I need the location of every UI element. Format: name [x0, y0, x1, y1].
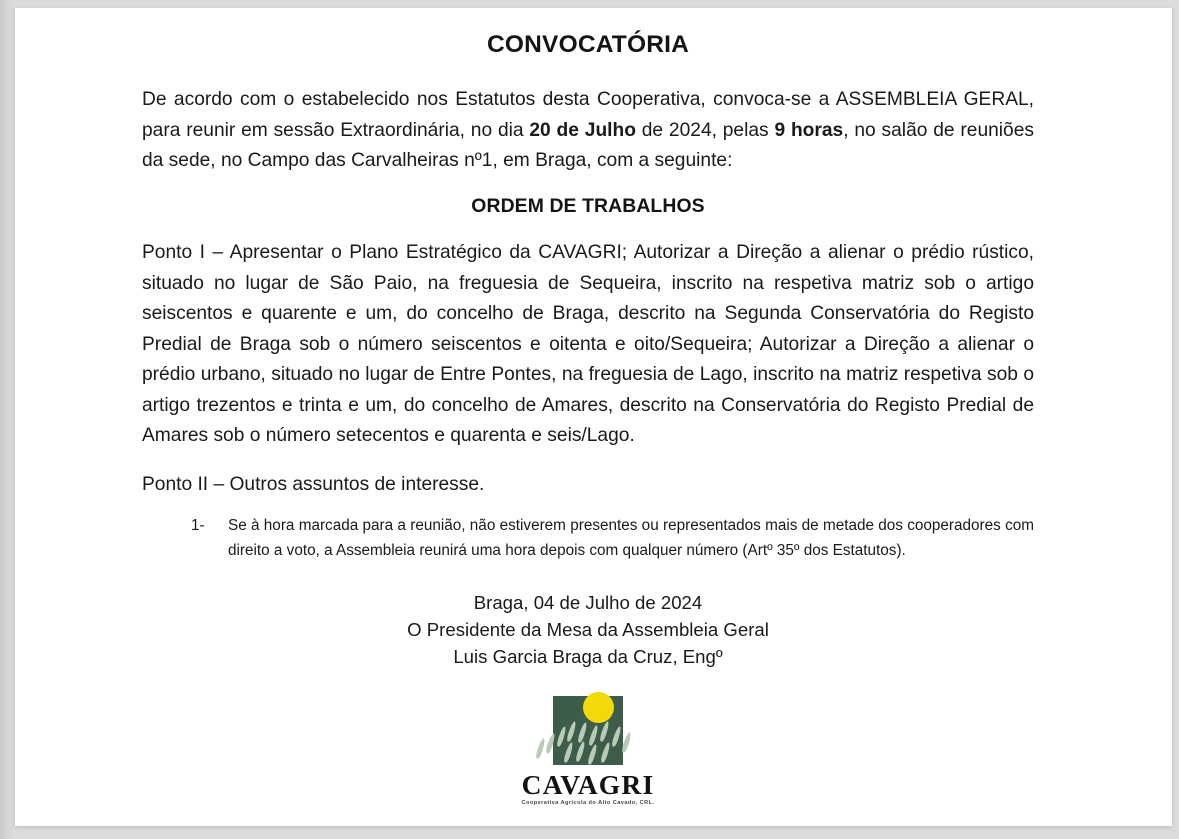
page-title: CONVOCATÓRIA	[486, 31, 690, 58]
intro-bold-time: 9 horas	[774, 119, 844, 141]
list-item-marker: 1-	[191, 517, 205, 535]
list-item	[142, 514, 1034, 563]
document-content	[142, 30, 1034, 806]
signature-role: O Presidente da Mesa da Assembleia Geral	[407, 619, 769, 641]
logo-emblem-icon	[536, 692, 640, 768]
intro-text-part-3: , no salão de reuniões da sede, no Campo das Carvalheiras nº1, em Braga, com a seguinte:	[142, 119, 1034, 172]
footnote-list	[142, 514, 1034, 563]
leaf-icon	[535, 738, 546, 760]
intro-text-part-2: de 2024, pelas	[635, 119, 775, 141]
intro-paragraph	[142, 85, 1034, 177]
intro-bold-date: 20 de Julho	[529, 119, 636, 141]
list-item-text: Se à hora marcada para a reunião, não estiverem presentes ou representados mais de metade dos cooperadores com direito a voto, a Assembleia reunirá uma hora depois com qualquer número (Artº 35º dos Estatutos).	[228, 517, 1034, 559]
sun-icon	[583, 692, 614, 723]
agenda-item-two: Ponto II – Outros assuntos de interesse.	[142, 473, 485, 495]
agenda-heading: ORDEM DE TRABALHOS	[471, 194, 705, 217]
signature-name: Luis Garcia Braga da Cruz, Engº	[453, 646, 723, 668]
intro-text-part-1: De acordo com o estabelecido nos Estatutos desta Cooperativa, convoca-se a ASSEMBLEIA GERAL, para reunir em sessão Extraordinária, no dia	[142, 89, 1034, 141]
signature-place-date: Braga, 04 de Julho de 2024	[473, 592, 703, 614]
company-logo	[142, 692, 1034, 806]
logo-tagline: Cooperativa Agrícola do Alto Cavado, CRL.	[521, 799, 655, 806]
agenda-item-one: Ponto I – Apresentar o Plano Estratégico da CAVAGRI; Autorizar a Direção a alienar o prédio rústico, situado no lugar de São Paio, na freguesia de Sequeira, inscrito na respetiva matriz sob o artigo seiscentos e quarente e um, do concelho de Braga, descrito na Segunda Conservatória do Registo Predial de Braga sob o número seiscentos e oitenta e oito/Sequeira; Autorizar a Direção a alienar o prédio urbano, situado no lugar de Entre Pontes, na freguesia de Lago, inscrito na matriz respetiva sob o artigo trezentos e trinta e um, do concelho de Amares, descrito na Conservatória do Registo Predial de Amares sob o número setecentos e quarenta e seis/Lago.	[142, 242, 1034, 447]
logo-wordmark: CAVAGRI	[521, 769, 655, 801]
signature-block	[142, 589, 1034, 670]
document-page	[15, 8, 1172, 826]
